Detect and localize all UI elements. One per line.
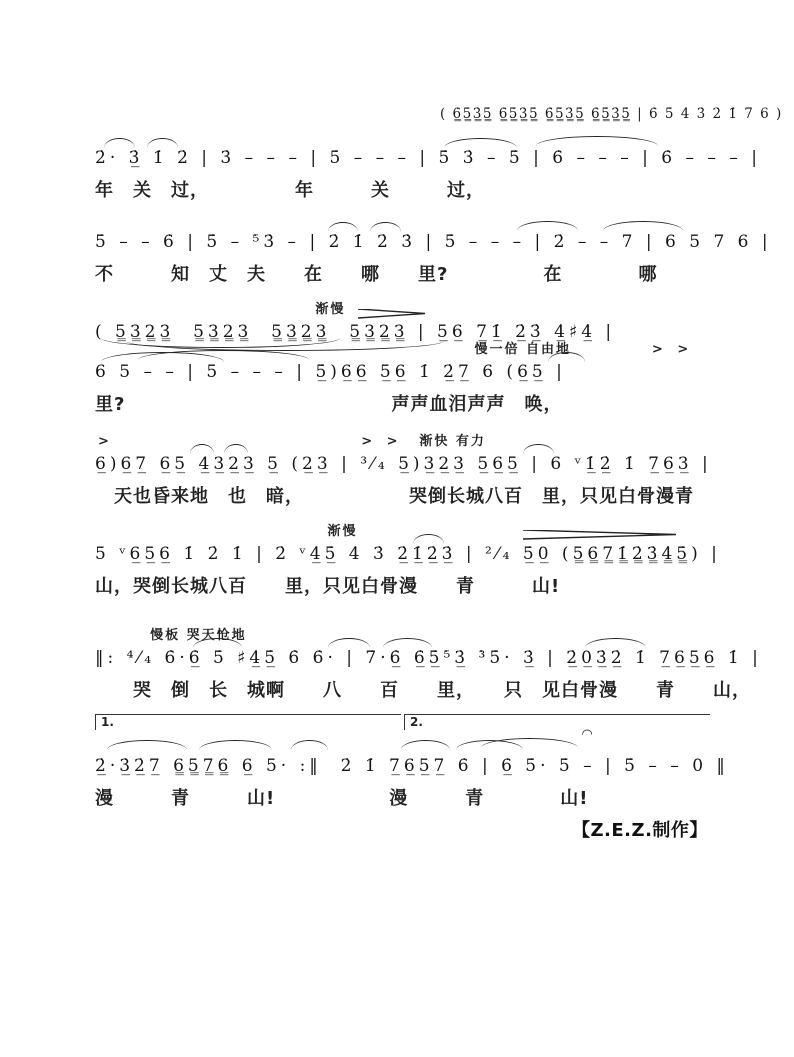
notation-system-7-voltas bbox=[95, 714, 729, 811]
annotation-layer bbox=[95, 124, 707, 146]
annotation-layer bbox=[95, 714, 707, 754]
notation-system-3 bbox=[95, 338, 707, 417]
intro-grace-run: ( 6̳̇5̳̇3̳̇5̳̇ 6̳̇5̳̇3̳̇5̳̇ 6̳̇5̳̇3̳̇5̳̇ 6̳̇5̳̇3̳̇5̳̇ | 6̇ 5̇ 4̇ 3̇ 2̇ 1̇ 7 6 ) bbox=[440, 106, 783, 122]
notation-line: 2̲̇·3̲̇2̲̇7̲ 6̳5̳7̳6̳ 6̲ 5· :‖ 2̇ 1̇ 7̲6̲5̲7̲ 6̇ | 6̲̇ 5̇· 5̇ – | 5̇ – – 0 ‖ bbox=[95, 756, 729, 776]
mark-accent: > bbox=[98, 434, 114, 449]
mark-text: 慢板 哭天怆地 bbox=[150, 628, 247, 643]
annotation-layer bbox=[95, 430, 707, 452]
annotation-layer bbox=[95, 208, 707, 230]
annotation-layer bbox=[95, 520, 707, 542]
mark-text: 渐慢 bbox=[315, 302, 346, 317]
annotation-layer bbox=[95, 338, 707, 360]
mark-slur bbox=[107, 740, 187, 750]
mark-fermata: ◠ bbox=[581, 727, 593, 742]
notation-system-2 bbox=[95, 208, 772, 287]
notation-line: 6̲)6̲7̲ 6̲5̲ 4̲3̲2̲3̲ 5̲ (2̲3̲ | ³⁄₄ 5̲)3̲2̲3̲ 5̲6̲5̲ | 6 ᵛ1̲̇2̲̇ 1̇ 7̲6̲3̲ | bbox=[95, 454, 712, 474]
mark-text: 慢一倍 自由地 bbox=[474, 342, 571, 357]
credit-text: 【Z.E.Z.制作】 bbox=[572, 820, 708, 841]
mark-volta: 2. bbox=[404, 714, 710, 730]
notation-line: 5̇ – – 6̇ | 5̇ – ⁵̇3̇ – | 2̇ 1̇ 2̇ 3̇ | 5̇ – – – | 2̇ – – 7 | 6 5 7 6 | bbox=[95, 232, 772, 252]
notation-line: 5 ᵛ6̲5̲6̲ 1̇ 2̇ 1̇ | 2̇ ᵛ4̲̇5̲̇ 4̇ 3̇ 2̲̇1̲̇2̲̇3̲̇ | ²⁄₄ 5̲̇0̲ (5̳6̳7̳1̳̇2̳̇3̳̇4̳̇5̳̇) | bbox=[95, 544, 721, 564]
mark-accent: > > bbox=[651, 342, 694, 357]
mark-slur bbox=[536, 136, 658, 146]
mark-hairpin bbox=[523, 525, 676, 535]
notation-system-6 bbox=[95, 624, 762, 703]
notation-line: 2̇· 3̲̇ 1̇ 2̇ | 3̇ – – – | 5̇ – – – | 5̇ 3̇ – 5̇ | 6̇ – – – | 6̇ – – – | bbox=[95, 148, 761, 168]
mark-slur bbox=[199, 740, 272, 750]
mark-volta: 1. bbox=[95, 714, 401, 730]
lyrics-line: 漫 青 山! 漫 青 山! bbox=[95, 788, 589, 809]
annotation-layer bbox=[95, 624, 707, 646]
notation-system-4 bbox=[95, 430, 712, 509]
annotation-layer bbox=[95, 298, 707, 320]
mark-hairpin bbox=[358, 304, 425, 314]
lyrics-line: 年 关 过， 年 关 过， bbox=[95, 180, 485, 201]
notation-line: ‖: ⁴⁄₄ 6̇·6̲̇ 5̇ ♯4̲̇5̲̇ 6̇ 6̇· | 7̇·6̲̇ 6̲̇5̲̇⁵̇3̲̇ ³̇5̇· 3̲̇ | 2̲̇0̲3̲̇2̲̇ 1̇ 7̲6̲5̲6̲ 1̇ | bbox=[95, 648, 762, 668]
lyrics-line: 山，哭倒长城八百 里，只见白骨漫 青 山! bbox=[95, 576, 561, 597]
notation-line: 6 5 – – | 5 – – – | 5̲̇)6̲6̲ 5̲6̲ 1̇ 2̲̇7̲ 6 (6̲5̲ | bbox=[95, 362, 566, 382]
notation-system-5 bbox=[95, 520, 721, 599]
mark-accent: > > bbox=[361, 434, 403, 449]
lyrics-line: 里? 声声血泪声声 唤， bbox=[95, 394, 563, 415]
mark-text: 渐快 有力 bbox=[419, 434, 486, 449]
notation-system-1 bbox=[95, 124, 761, 203]
mark-slur bbox=[401, 740, 450, 750]
mark-text: 渐慢 bbox=[327, 524, 358, 539]
lyrics-line: 天也昏来地 也 暗， 哭倒长城八百 里，只见白骨漫青 bbox=[95, 486, 694, 507]
lyrics-line: 哭 倒 长 城啊 八 百 里， 只 见白骨漫 青 山， bbox=[95, 680, 751, 701]
lyrics-line: 不 知 丈 夫 在 哪 里? 在 哪 bbox=[95, 264, 658, 285]
mark-slur bbox=[291, 740, 328, 750]
notation-line: ( 5̳3̳2̳3̳ 5̳3̳2̳3̳ 5̳3̳2̳3̳ 5̳3̳2̳3̳ | 5̲6̲ 7̲1̲̇ 2̲̇3̲̇ 4̲̇♯4̲̇ | bbox=[95, 322, 616, 342]
